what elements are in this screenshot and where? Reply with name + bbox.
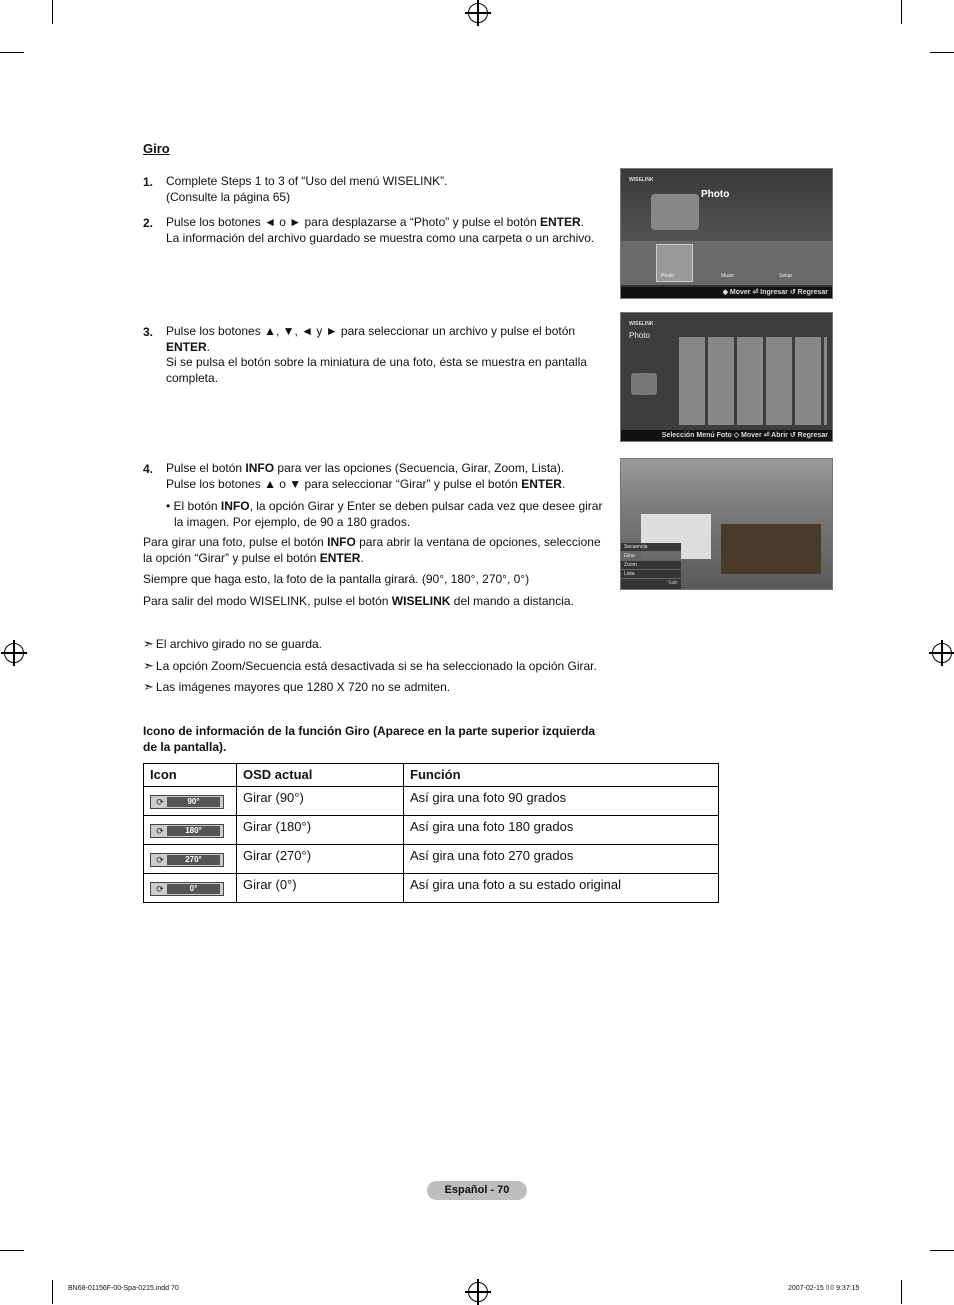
bullet-text-post: , la opción Girar y Enter se deben pulsar cada vez que desee girar xyxy=(249,499,603,513)
paragraph-text-pre: Para salir del modo WISELINK, pulse el botón xyxy=(143,594,392,608)
option-item: Girar xyxy=(621,552,681,561)
table-row xyxy=(144,845,719,874)
house-image xyxy=(721,524,821,574)
note xyxy=(143,658,597,674)
camera-icon xyxy=(651,194,699,230)
osd-cell: Girar (0°) xyxy=(237,874,404,903)
step-3-text xyxy=(166,324,587,386)
paragraph-text-post: para abrir la ventana de opciones, seleccione xyxy=(355,535,601,549)
table-row xyxy=(144,787,719,816)
osd-cell: Girar (270°) xyxy=(237,845,404,874)
icon-cell xyxy=(144,816,237,845)
note-arrow-icon: ➣ xyxy=(143,679,154,694)
step-4-text xyxy=(166,461,565,492)
step-2-keyword: ENTER xyxy=(539,215,581,229)
crop-mark xyxy=(0,52,24,53)
osd-cell: Girar (90°) xyxy=(237,787,404,816)
paragraph: Siempre que haga esto, la foto de la pantalla girará. (90°, 180°, 270°, 0°) xyxy=(143,572,530,586)
registration-mark-icon xyxy=(468,3,488,23)
footer-date: 2007-02-15 ⌷⌷ 9:37:15 xyxy=(788,1285,860,1292)
paragraph-text-post: del mando a distancia. xyxy=(450,594,574,608)
note-text: La opción Zoom/Secuencia está desactivada si se ha seleccionado la opción Girar. xyxy=(155,659,597,673)
table-header-cell: Función xyxy=(404,764,719,787)
camera-icon xyxy=(631,373,657,395)
menu-item-photo: Photo xyxy=(661,273,675,279)
icon-cell xyxy=(144,787,237,816)
option-item: Secuencia xyxy=(621,543,681,552)
paragraph xyxy=(143,594,574,610)
step-3-line1: Pulse los botones ▲, ▼, ◄ y ► para seleccionar un archivo y pulse el botón xyxy=(166,324,576,338)
rotate-value: 90° xyxy=(167,797,220,807)
funcion-cell: Así gira una foto 270 grados xyxy=(404,845,719,874)
crop-mark xyxy=(930,1250,954,1251)
table-header-cell: Icon xyxy=(144,764,237,787)
photo-fullscreen-screenshot xyxy=(620,458,833,590)
rotate-osd-icon xyxy=(150,853,224,867)
bullet-text xyxy=(166,499,602,530)
paragraph-text-pre: la opción “Girar” y pulse el botón xyxy=(143,550,320,565)
rotate-osd-icon xyxy=(150,824,224,838)
rotate-osd-icon xyxy=(150,882,224,896)
icon-cell xyxy=(144,845,237,874)
rotation-icon-table xyxy=(143,763,719,903)
menu-item-music: Music xyxy=(721,273,735,279)
table-caption-line1: Icono de información de la función Giro (Aparece en la parte superior izquierda xyxy=(143,724,596,738)
option-item: Zoom xyxy=(621,561,681,570)
step-4-text-post: . xyxy=(561,476,566,491)
step-1-line1: Complete Steps 1 to 3 of “Uso del menú WISELINK”. xyxy=(166,174,448,188)
help-bar: Selección Menú Foto ◇ Mover ⏎ Abrir ↺ Regresar xyxy=(621,430,832,441)
bullet-text-pre: • El botón xyxy=(166,499,221,513)
table-caption xyxy=(143,723,595,755)
wiselink-menu-screenshot xyxy=(620,168,833,299)
step-number: 1. xyxy=(143,175,154,189)
table-row xyxy=(144,874,719,903)
crop-mark xyxy=(901,1280,902,1304)
note-arrow-icon: ➣ xyxy=(143,636,154,651)
note-arrow-icon: ➣ xyxy=(143,658,154,673)
table-header-cell: OSD actual xyxy=(237,764,404,787)
screen-title: Photo xyxy=(701,189,730,200)
step-number: 4. xyxy=(143,462,154,476)
crop-mark xyxy=(52,0,53,24)
rotate-icon: ⟳ xyxy=(156,797,164,807)
step-3-keyword: ENTER xyxy=(166,339,207,354)
registration-mark-icon xyxy=(932,643,952,663)
step-4-keyword: ENTER xyxy=(521,476,562,491)
funcion-cell: Así gira una foto a su estado original xyxy=(404,874,719,903)
note-text: El archivo girado no se guarda. xyxy=(155,637,323,651)
note-text: Las imágenes mayores que 1280 X 720 no se admiten. xyxy=(155,680,451,694)
step-3-line3: Si se pulsa el botón sobre la miniatura de una foto, ésta se muestra en pantalla xyxy=(166,355,587,369)
rotate-value: 180° xyxy=(167,826,220,836)
step-1-line2: (Consulte la página 65) xyxy=(166,189,291,204)
funcion-cell: Así gira una foto 90 grados xyxy=(404,787,719,816)
option-item: Lista xyxy=(621,570,681,579)
thumbnail-grid xyxy=(679,337,827,425)
footer-file: BN68-01156F-00-Spa-0215.indd 70 xyxy=(68,1285,179,1292)
step-4-keyword: INFO xyxy=(245,461,275,475)
step-2-text-pre: Pulse los botones ◄ o ► para desplazarse a “Photo” y pulse el botón xyxy=(166,215,540,229)
page-label: Español - 70 xyxy=(427,1181,527,1200)
crop-mark xyxy=(901,0,902,24)
step-1-text xyxy=(166,174,447,205)
paragraph xyxy=(143,535,601,566)
option-menu xyxy=(621,543,681,589)
crop-mark xyxy=(930,52,954,53)
osd-cell: Girar (180°) xyxy=(237,816,404,845)
step-number: 2. xyxy=(143,216,154,230)
registration-mark-icon xyxy=(468,1282,488,1302)
option-exit: Salir xyxy=(667,580,678,586)
rotate-osd-icon xyxy=(150,795,224,809)
wiselink-logo: WISELINK xyxy=(629,321,654,327)
table-row xyxy=(144,816,719,845)
section-title: Giro xyxy=(143,141,170,156)
rotate-icon: ⟳ xyxy=(156,855,164,865)
step-2-text-post: . xyxy=(580,215,584,229)
table-caption-line2: de la pantalla). xyxy=(143,740,227,754)
icon-cell xyxy=(144,874,237,903)
step-3-text-post: . xyxy=(206,339,211,354)
paragraph-keyword: WISELINK xyxy=(391,594,451,608)
wiselink-logo: WISELINK xyxy=(629,177,654,183)
rotate-value: 270° xyxy=(167,855,220,865)
crop-mark xyxy=(52,1280,53,1304)
menu-item-setup: Setup xyxy=(779,273,793,279)
step-4-text-pre: Pulse el botón xyxy=(166,461,246,475)
photo-browser-screenshot xyxy=(620,312,833,442)
funcion-cell: Así gira una foto 180 grados xyxy=(404,816,719,845)
paragraph-text-post: . xyxy=(360,550,364,565)
registration-mark-icon xyxy=(4,643,24,663)
rotate-icon: ⟳ xyxy=(156,884,164,894)
bullet-keyword: INFO xyxy=(220,499,250,513)
step-4-text-post: para ver las opciones (Secuencia, Girar, Zoom, Lista). xyxy=(274,461,565,475)
screen-title: Photo xyxy=(629,331,650,340)
rotate-icon: ⟳ xyxy=(156,826,164,836)
paragraph-keyword: ENTER xyxy=(319,550,361,565)
step-number: 3. xyxy=(143,325,154,339)
table-header-row xyxy=(144,764,719,787)
step-2-line2: La información del archivo guardado se muestra como una carpeta o un archivo. xyxy=(166,230,595,245)
step-4-text-pre: Pulse los botones ▲ o ▼ para seleccionar “Girar” y pulse el botón xyxy=(166,476,522,491)
paragraph-text-pre: Para girar una foto, pulse el botón xyxy=(143,535,328,549)
paragraph-keyword: INFO xyxy=(327,535,356,549)
crop-mark xyxy=(0,1250,24,1251)
step-3-line4: completa. xyxy=(166,370,219,385)
rotate-value: 0° xyxy=(167,884,220,894)
note xyxy=(143,679,450,695)
help-bar: ◆ Mover ⏎ Ingresar ↺ Regresar xyxy=(621,287,832,298)
note xyxy=(143,636,322,652)
bullet-line2: la imagen. Por ejemplo, de 90 a 180 grados. xyxy=(174,514,411,529)
step-2-text xyxy=(166,215,594,246)
